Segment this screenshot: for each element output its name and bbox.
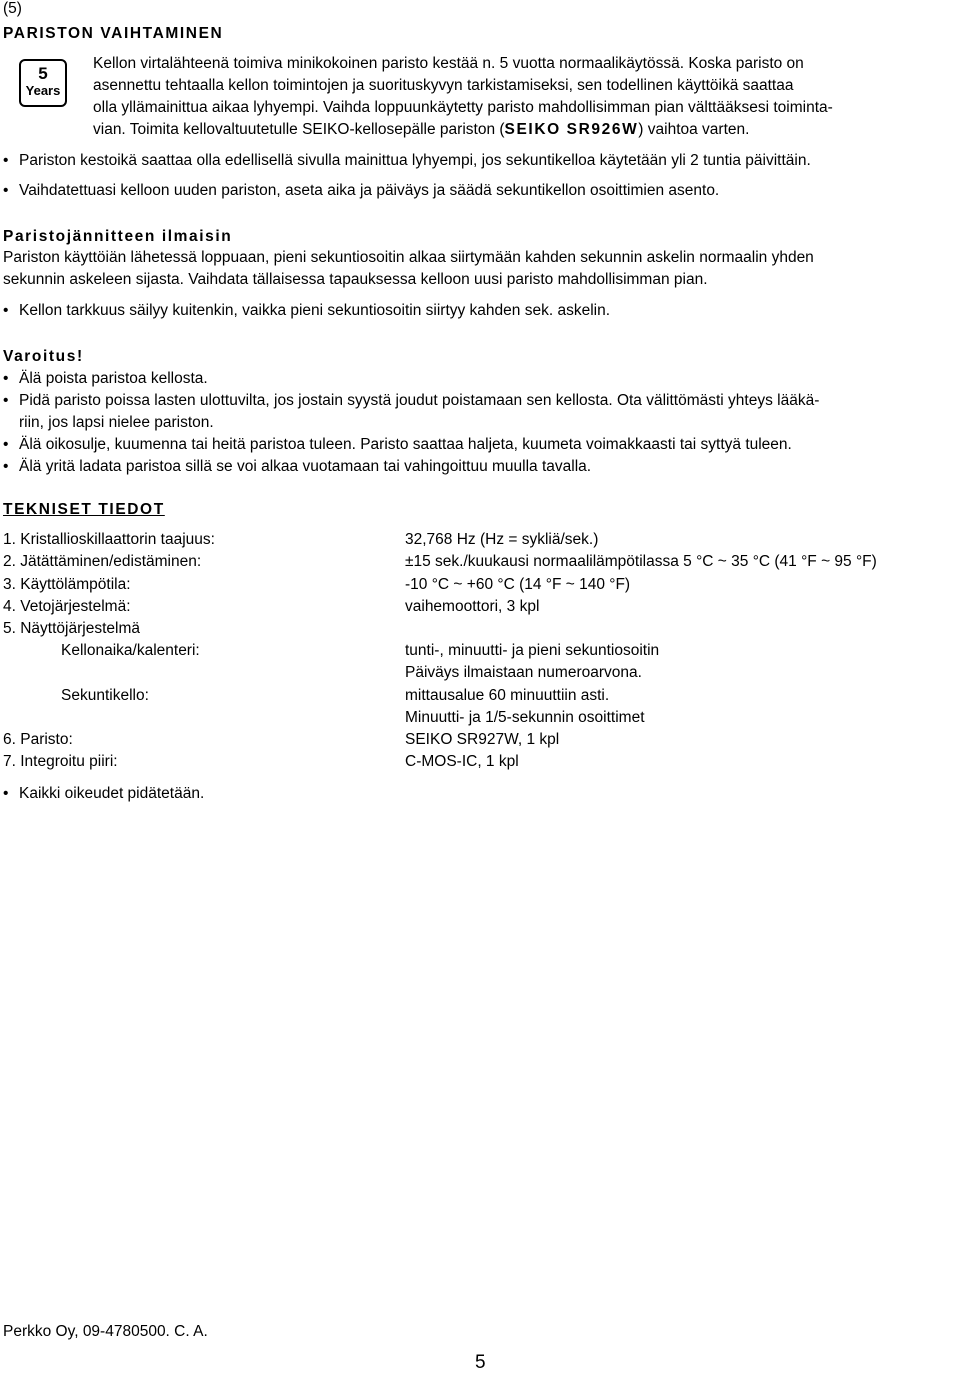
bullet-text: Älä poista paristoa kellosta. — [19, 370, 208, 387]
intro-line-4-start: vian. Toimita kellovaltuutetulle SEIKO-kellosepälle pariston ( — [93, 121, 505, 138]
spec-label: 2. Jätättäminen/edistäminen: — [3, 553, 202, 570]
bullet-text-continued: riin, jos lapsi nielee pariston. — [19, 414, 214, 431]
bullet-icon: • — [3, 458, 9, 475]
spec-row — [0, 529, 960, 551]
section-title-battery: PARISTON VAIHTAMINEN — [3, 25, 224, 42]
list-item — [0, 300, 960, 322]
spec-row — [0, 596, 960, 618]
spec-value: Minuutti- ja 1/5-sekunnin osoittimet — [405, 709, 645, 726]
bullet-text: Älä yritä ladata paristoa sillä se voi alkaa vuotamaan tai vahingoittuu muulla tavalla. — [19, 458, 592, 475]
spec-value: ±15 sek./kuukausi normaalilämpötilassa 5 °C ~ 35 °C (41 °F ~ 95 °F) — [405, 553, 877, 570]
spec-label: 3. Käyttölämpötila: — [3, 576, 131, 593]
spec-row — [0, 662, 960, 684]
spec-label: Sekuntikello: — [61, 687, 149, 704]
bullet-icon: • — [3, 436, 9, 453]
bullet-icon: • — [3, 302, 9, 319]
spec-label: 6. Paristo: — [3, 731, 73, 748]
list-item — [0, 390, 960, 434]
section-title-indicator: Paristojännitteen ilmaisin — [3, 228, 233, 245]
spec-row — [0, 551, 960, 573]
list-item — [0, 434, 960, 456]
spec-value: tunti-, minuutti- ja pieni sekuntiosoitin — [405, 642, 660, 659]
spec-label: Kellonaika/kalenteri: — [61, 642, 200, 659]
list-item — [0, 783, 960, 805]
page-reference: (5) — [3, 0, 22, 17]
spec-row — [0, 574, 960, 596]
spec-value: mittausalue 60 minuuttiin asti. — [405, 687, 610, 704]
list-item — [0, 368, 960, 390]
spec-label: 5. Näyttöjärjestelmä — [3, 620, 140, 637]
spec-row — [0, 618, 960, 640]
list-item — [0, 180, 960, 202]
bullet-text: Älä oikosulje, kuumenna tai heitä paristoa tuleen. Paristo saattaa haljeta, kuumeta voimakkaasti tai syttyä tuleen. — [19, 436, 792, 453]
badge-number: 5 — [38, 64, 48, 83]
bullet-icon: • — [3, 370, 9, 387]
bullet-text: Vaihdatettuasi kelloon uuden pariston, aseta aika ja päiväys ja säädä sekuntikellon osoittimien asento. — [19, 182, 720, 199]
spec-value: SEIKO SR927W, 1 kpl — [405, 731, 560, 748]
bullet-icon: • — [3, 152, 9, 169]
spec-row — [0, 640, 960, 662]
battery-code: SEIKO SR926W — [504, 121, 639, 138]
intro-line-2: asennettu tehtaalla kellon toimintojen ja suorituskyvyn tarkistamiseksi, sen todellinen käyttöikä saattaa — [93, 77, 794, 94]
five-years-battery-icon — [19, 59, 67, 107]
spec-row — [0, 707, 960, 729]
spec-value: 32,768 Hz (Hz = sykliä/sek.) — [405, 531, 599, 548]
section-title-warning: Varoitus! — [3, 348, 84, 365]
spec-label: 1. Kristallioskillaattorin taajuus: — [3, 531, 215, 548]
list-item — [0, 456, 960, 478]
bullet-text: Pidä paristo poissa lasten ulottuvilta, jos jostain syystä joudut poistamaan sen kellosta. Ota välittömästi yhteys lääkä- — [19, 392, 820, 409]
spec-row — [0, 729, 960, 751]
spec-value: C-MOS-IC, 1 kpl — [405, 753, 519, 770]
badge-word: Years — [25, 83, 61, 98]
footer-company: Perkko Oy, 09-4780500. C. A. — [3, 1323, 208, 1340]
spec-value: Päiväys ilmaistaan numeroarvona. — [405, 664, 642, 681]
bullet-icon: • — [3, 392, 9, 409]
spec-value: -10 °C ~ +60 °C (14 °F ~ 140 °F) — [405, 576, 631, 593]
indicator-line-2: sekunnin askeleen sijasta. Vaihdata tällaisessa tapauksessa kelloon uusi paristo mahdollisimman pian. — [3, 271, 708, 288]
page-number: 5 — [475, 1352, 486, 1373]
bullet-icon: • — [3, 182, 9, 199]
section-title-specs: TEKNISET TIEDOT — [3, 501, 165, 518]
spec-label: 4. Vetojärjestelmä: — [3, 598, 131, 615]
bullet-text: Kaikki oikeudet pidätetään. — [19, 785, 205, 802]
indicator-line-1: Pariston käyttöiän lähetessä loppuaan, pieni sekuntiosoitin alkaa siirtymään kahden sekunnin askelin normaalin yhden — [3, 249, 814, 266]
intro-line-1: Kellon virtalähteenä toimiva minikokoinen paristo kestää n. 5 vuotta normaalikäytössä. Koska paristo on — [93, 55, 804, 72]
intro-line-4 — [93, 119, 749, 141]
spec-row — [0, 685, 960, 707]
list-item — [0, 150, 960, 172]
bullet-text: Kellon tarkkuus säilyy kuitenkin, vaikka pieni sekuntiosoitin siirtyy kahden sek. askelin. — [19, 302, 611, 319]
bullet-icon: • — [3, 785, 9, 802]
intro-line-4-end: ) vaihtoa varten. — [638, 121, 750, 138]
intro-line-3: olla yllämainittua aikaa lyhyempi. Vaihda loppuunkäytetty paristo mahdollisimman pian välttääksesi toiminta- — [93, 99, 833, 116]
spec-value: vaihemoottori, 3 kpl — [405, 598, 540, 615]
spec-label: 7. Integroitu piiri: — [3, 753, 118, 770]
spec-row — [0, 751, 960, 773]
bullet-text: Pariston kestoikä saattaa olla edellisellä sivulla mainittua lyhyempi, jos sekuntikelloa käytetään yli 2 tuntia päivittäin. — [19, 152, 811, 169]
